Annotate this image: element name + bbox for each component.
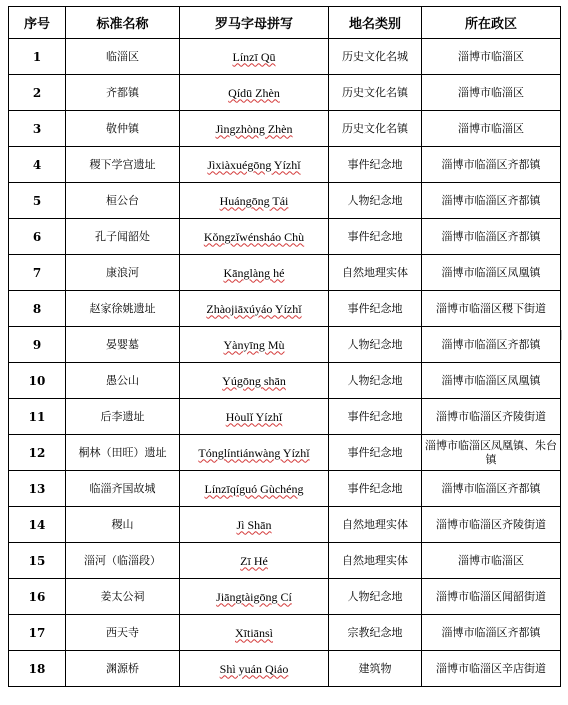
cell-category: 人物纪念地 <box>329 183 422 219</box>
cell-standard-name: 稷下学宫遗址 <box>66 147 180 183</box>
roman-spelling-text: Zhàojiāxúyáo Yízhǐ <box>206 301 302 316</box>
cell-region: 淄博市临淄区 <box>422 111 561 147</box>
cell-standard-name: 赵家徐姚遗址 <box>66 291 180 327</box>
cell-standard-name: 敬仲镇 <box>66 111 180 147</box>
cell-category: 事件纪念地 <box>329 435 422 471</box>
table-row <box>9 579 561 615</box>
cell-standard-name: 康浪河 <box>66 255 180 291</box>
cell-roman-spelling <box>180 39 329 75</box>
table-row <box>9 363 561 399</box>
roman-spelling-text: Zī Hé <box>240 553 268 568</box>
cell-category: 人物纪念地 <box>329 327 422 363</box>
cell-roman-spelling <box>180 111 329 147</box>
roman-spelling-text: Yúgōng shān <box>222 373 286 388</box>
cell-category: 人物纪念地 <box>329 579 422 615</box>
cell-region: 淄博市临淄区稷下街道 <box>422 291 561 327</box>
header-seq: 序号 <box>9 7 66 39</box>
place-name-table <box>8 6 561 687</box>
roman-spelling-text: Jiāngtàigōng Cí <box>216 589 292 604</box>
cell-region: 淄博市临淄区 <box>422 543 561 579</box>
table-row <box>9 399 561 435</box>
roman-spelling-text: Jìngzhòng Zhèn <box>215 121 293 136</box>
table-header-row <box>9 7 561 39</box>
table-row <box>9 543 561 579</box>
roman-spelling-text: Qídū Zhèn <box>228 85 280 100</box>
cell-standard-name: 桓公台 <box>66 183 180 219</box>
cell-seq: 1 <box>9 39 66 75</box>
cell-seq: 18 <box>9 651 66 687</box>
cell-region: 淄博市临淄区齐都镇 <box>422 615 561 651</box>
cell-region: 淄博市临淄区凤凰镇 <box>422 363 561 399</box>
cell-roman-spelling <box>180 543 329 579</box>
cell-region: 淄博市临淄区凤凰镇、朱台镇 <box>422 435 561 471</box>
cell-standard-name: 晏婴墓 <box>66 327 180 363</box>
table-row <box>9 327 561 363</box>
cell-category: 事件纪念地 <box>329 219 422 255</box>
table-row <box>9 255 561 291</box>
table-row <box>9 471 561 507</box>
cell-category: 人物纪念地 <box>329 363 422 399</box>
cell-standard-name: 后李遗址 <box>66 399 180 435</box>
cell-category: 事件纪念地 <box>329 471 422 507</box>
cell-standard-name: 愚公山 <box>66 363 180 399</box>
table-body <box>9 39 561 687</box>
page-margin-mark <box>561 330 568 340</box>
cell-region: 淄博市临淄区齐陵街道 <box>422 507 561 543</box>
cell-standard-name: 桐林（田旺）遗址 <box>66 435 180 471</box>
roman-spelling-text: Kǒngzǐwénsháo Chù <box>203 229 305 244</box>
cell-roman-spelling <box>180 471 329 507</box>
cell-region: 淄博市临淄区辛店街道 <box>422 651 561 687</box>
cell-roman-spelling <box>180 615 329 651</box>
cell-seq: 9 <box>9 327 66 363</box>
cell-roman-spelling <box>180 255 329 291</box>
cell-seq: 13 <box>9 471 66 507</box>
cell-region: 淄博市临淄区齐都镇 <box>422 183 561 219</box>
cell-region: 淄博市临淄区齐都镇 <box>422 327 561 363</box>
table-row <box>9 39 561 75</box>
cell-seq: 4 <box>9 147 66 183</box>
cell-seq: 15 <box>9 543 66 579</box>
cell-standard-name: 西天寺 <box>66 615 180 651</box>
cell-seq: 7 <box>9 255 66 291</box>
cell-seq: 2 <box>9 75 66 111</box>
table-row <box>9 111 561 147</box>
cell-roman-spelling <box>180 183 329 219</box>
header-roman-spelling: 罗马字母拼写 <box>180 7 329 39</box>
table-row <box>9 219 561 255</box>
cell-roman-spelling <box>180 435 329 471</box>
roman-spelling-text: Hòulǐ Yízhǐ <box>225 409 283 424</box>
cell-category: 宗教纪念地 <box>329 615 422 651</box>
cell-roman-spelling <box>180 327 329 363</box>
cell-seq: 11 <box>9 399 66 435</box>
cell-roman-spelling <box>180 147 329 183</box>
table-row <box>9 291 561 327</box>
cell-region: 淄博市临淄区 <box>422 39 561 75</box>
roman-spelling-text: Shì yuán Qiáo <box>219 661 289 676</box>
cell-region: 淄博市临淄区闻韶街道 <box>422 579 561 615</box>
header-standard-name: 标准名称 <box>66 7 180 39</box>
roman-spelling-text: Xītiānsì <box>235 625 273 640</box>
cell-seq: 16 <box>9 579 66 615</box>
cell-roman-spelling <box>180 219 329 255</box>
cell-seq: 14 <box>9 507 66 543</box>
cell-category: 历史文化名镇 <box>329 111 422 147</box>
cell-seq: 6 <box>9 219 66 255</box>
cell-roman-spelling <box>180 579 329 615</box>
cell-standard-name: 临淄区 <box>66 39 180 75</box>
cell-region: 淄博市临淄区齐都镇 <box>422 219 561 255</box>
cell-roman-spelling <box>180 291 329 327</box>
cell-standard-name: 齐都镇 <box>66 75 180 111</box>
table-row <box>9 651 561 687</box>
cell-standard-name: 姜太公祠 <box>66 579 180 615</box>
cell-category: 自然地理实体 <box>329 543 422 579</box>
table-row <box>9 75 561 111</box>
cell-seq: 3 <box>9 111 66 147</box>
cell-region: 淄博市临淄区凤凰镇 <box>422 255 561 291</box>
cell-standard-name: 淄河（临淄段） <box>66 543 180 579</box>
roman-spelling-text: Kānglàng hé <box>223 265 285 280</box>
roman-spelling-text: Yànyīng Mù <box>223 337 285 352</box>
roman-spelling-text: Jì Shān <box>236 517 272 532</box>
cell-seq: 8 <box>9 291 66 327</box>
cell-region: 淄博市临淄区齐陵街道 <box>422 399 561 435</box>
cell-category: 建筑物 <box>329 651 422 687</box>
roman-spelling-text: Línzīqíguó Gùchéng <box>204 481 304 496</box>
cell-roman-spelling <box>180 363 329 399</box>
cell-region: 淄博市临淄区齐都镇 <box>422 147 561 183</box>
cell-category: 事件纪念地 <box>329 399 422 435</box>
header-category: 地名类别 <box>329 7 422 39</box>
cell-category: 历史文化名城 <box>329 39 422 75</box>
table-row <box>9 183 561 219</box>
roman-spelling-text: Línzī Qū <box>232 49 276 64</box>
cell-standard-name: 渊源桥 <box>66 651 180 687</box>
roman-spelling-text: Jìxiàxuégōng Yízhǐ <box>207 157 301 172</box>
cell-category: 事件纪念地 <box>329 291 422 327</box>
cell-roman-spelling <box>180 651 329 687</box>
table-row <box>9 435 561 471</box>
cell-seq: 10 <box>9 363 66 399</box>
cell-seq: 12 <box>9 435 66 471</box>
table-row <box>9 507 561 543</box>
cell-roman-spelling <box>180 399 329 435</box>
table-row <box>9 147 561 183</box>
cell-standard-name: 孔子闻韶处 <box>66 219 180 255</box>
cell-category: 事件纪念地 <box>329 147 422 183</box>
cell-standard-name: 稷山 <box>66 507 180 543</box>
cell-seq: 17 <box>9 615 66 651</box>
cell-category: 自然地理实体 <box>329 507 422 543</box>
cell-category: 历史文化名镇 <box>329 75 422 111</box>
cell-region: 淄博市临淄区齐都镇 <box>422 471 561 507</box>
roman-spelling-text: Huángōng Tái <box>219 193 289 208</box>
cell-region: 淄博市临淄区 <box>422 75 561 111</box>
cell-standard-name: 临淄齐国故城 <box>66 471 180 507</box>
cell-roman-spelling <box>180 75 329 111</box>
roman-spelling-text: Tónglíntiánwàng Yízhǐ <box>198 445 310 460</box>
header-region: 所在政区 <box>422 7 561 39</box>
cell-seq: 5 <box>9 183 66 219</box>
cell-category: 自然地理实体 <box>329 255 422 291</box>
table-row <box>9 615 561 651</box>
cell-roman-spelling <box>180 507 329 543</box>
